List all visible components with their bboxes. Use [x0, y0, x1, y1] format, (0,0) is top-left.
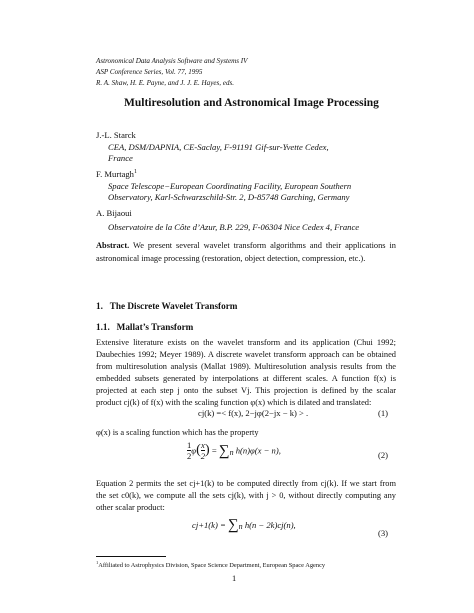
- footnote-text: Affiliated to Astrophysics Division, Space Science Department, European Space Agency: [98, 562, 326, 570]
- equation-2: [187, 440, 281, 461]
- abstract: [96, 239, 396, 265]
- header-line-1: Astronomical Data Analysis Software and Systems IV: [96, 57, 248, 65]
- body-paragraph-2: φ(x) is a scaling function which has the property: [96, 428, 259, 437]
- equation-3-rhs: h(n − 2k)cj(n),: [244, 520, 296, 530]
- fraction-denominator: 2: [200, 451, 206, 461]
- author-name: F. Murtagh: [96, 169, 134, 179]
- body-paragraph-3: Equation 2 permits the set cj+1(k) to be computed directly from cj(k). If we start from the set c0(k), we compute all the sets cj(k), with j > 0, without directly computing any other scalar product:: [96, 479, 396, 512]
- affiliation-line: Space Telescope−European Coordinating Facility, European Southern: [108, 181, 352, 191]
- affiliation-starck: [108, 142, 329, 164]
- equation-1-number: (1): [378, 408, 389, 418]
- paper-title: Multiresolution and Astronomical Image Processing: [124, 97, 379, 109]
- equation-2-rhs: h(n)φ(x − n),: [235, 445, 281, 456]
- fraction-numerator: x: [200, 440, 205, 450]
- section-number: 1.: [96, 301, 103, 311]
- header-line-3: R. A. Shaw, H. E. Payne, and J. J. E. Hayes, eds.: [96, 79, 235, 87]
- subsection-number: 1.1.: [96, 322, 110, 332]
- sigma-icon: ∑: [218, 442, 230, 459]
- equation-3: [192, 518, 296, 532]
- fraction-denominator: 2: [187, 451, 192, 461]
- page-number: 1: [232, 574, 237, 583]
- conference-header: [96, 56, 247, 89]
- equation-2-number: (2): [378, 450, 389, 460]
- footnote-mark: 1: [96, 560, 99, 565]
- body-paragraph-1: Extensive literature exists on the wavelet transform and its application (Chui 1992; Daubechies 1992; Meyer 1989). A discrete wavelet transform approach can be obtained from multiresolution analysis (Mallat 1989). Multiresolution analysis results from the embedded subsets generated by interpolations at different scales. A function f(x) is projected at each step j onto the subset Vj. This projection is defined by the scalar product cj(k) of f(x) with the scaling function φ(x) which is dilated and translated:: [96, 338, 396, 407]
- affiliation-line: Observatory, Karl-Schwarzschild-Str. 2, D-85748 Garching, Germany: [108, 192, 350, 202]
- section-heading: [96, 301, 237, 311]
- footnote-rule: [96, 556, 166, 557]
- affiliation-bijaoui: [108, 222, 359, 233]
- author-murtagh: [96, 169, 137, 179]
- summation: [228, 518, 243, 532]
- summation: [219, 444, 234, 458]
- section-title: The Discrete Wavelet Transform: [109, 301, 238, 311]
- author-bijaoui: A. Bijaoui: [96, 208, 132, 218]
- affiliation-line: Observatoire de la Côte d’Azur, B.P. 229, F-06304 Nice Cedex 4, France: [108, 222, 360, 232]
- subsection-title: Mallat’s Transform: [116, 322, 194, 332]
- footnote-marker: 1: [133, 169, 137, 176]
- sigma-icon: ∑: [227, 517, 239, 533]
- equation-3-lhs: cj+1(k) =: [192, 520, 226, 530]
- author-starck: J.-L. Starck: [96, 130, 136, 140]
- abstract-label: Abstract.: [96, 241, 130, 250]
- affiliation-murtagh: [108, 181, 351, 203]
- left-paren: (: [196, 442, 201, 458]
- fraction-numerator: 1: [187, 440, 192, 450]
- abstract-text: We present several wavelet transform algorithms and their applications in astronomical image processing (restoration, object detection, compression, etc.).: [96, 241, 396, 264]
- equation-3-number: (3): [378, 528, 389, 538]
- affiliation-line: CEA, DSM/DAPNIA, CE-Saclay, F-91191 Gif-sur-Yvette Cedex,: [108, 142, 329, 152]
- equation-1: cj(k) =< f(x), 2−jφ(2−jx − k) > .: [198, 408, 309, 418]
- right-paren: ): [205, 442, 210, 458]
- header-line-2: ASP Conference Series, Vol. 77, 1995: [96, 68, 203, 76]
- phi-symbol: φ: [191, 445, 197, 456]
- affiliation-line: France: [108, 153, 133, 163]
- equals-sign: =: [211, 445, 219, 456]
- subsection-heading: [96, 322, 193, 332]
- footnote: [96, 560, 325, 569]
- summation-index: n: [229, 447, 234, 457]
- summation-index: n: [238, 522, 243, 531]
